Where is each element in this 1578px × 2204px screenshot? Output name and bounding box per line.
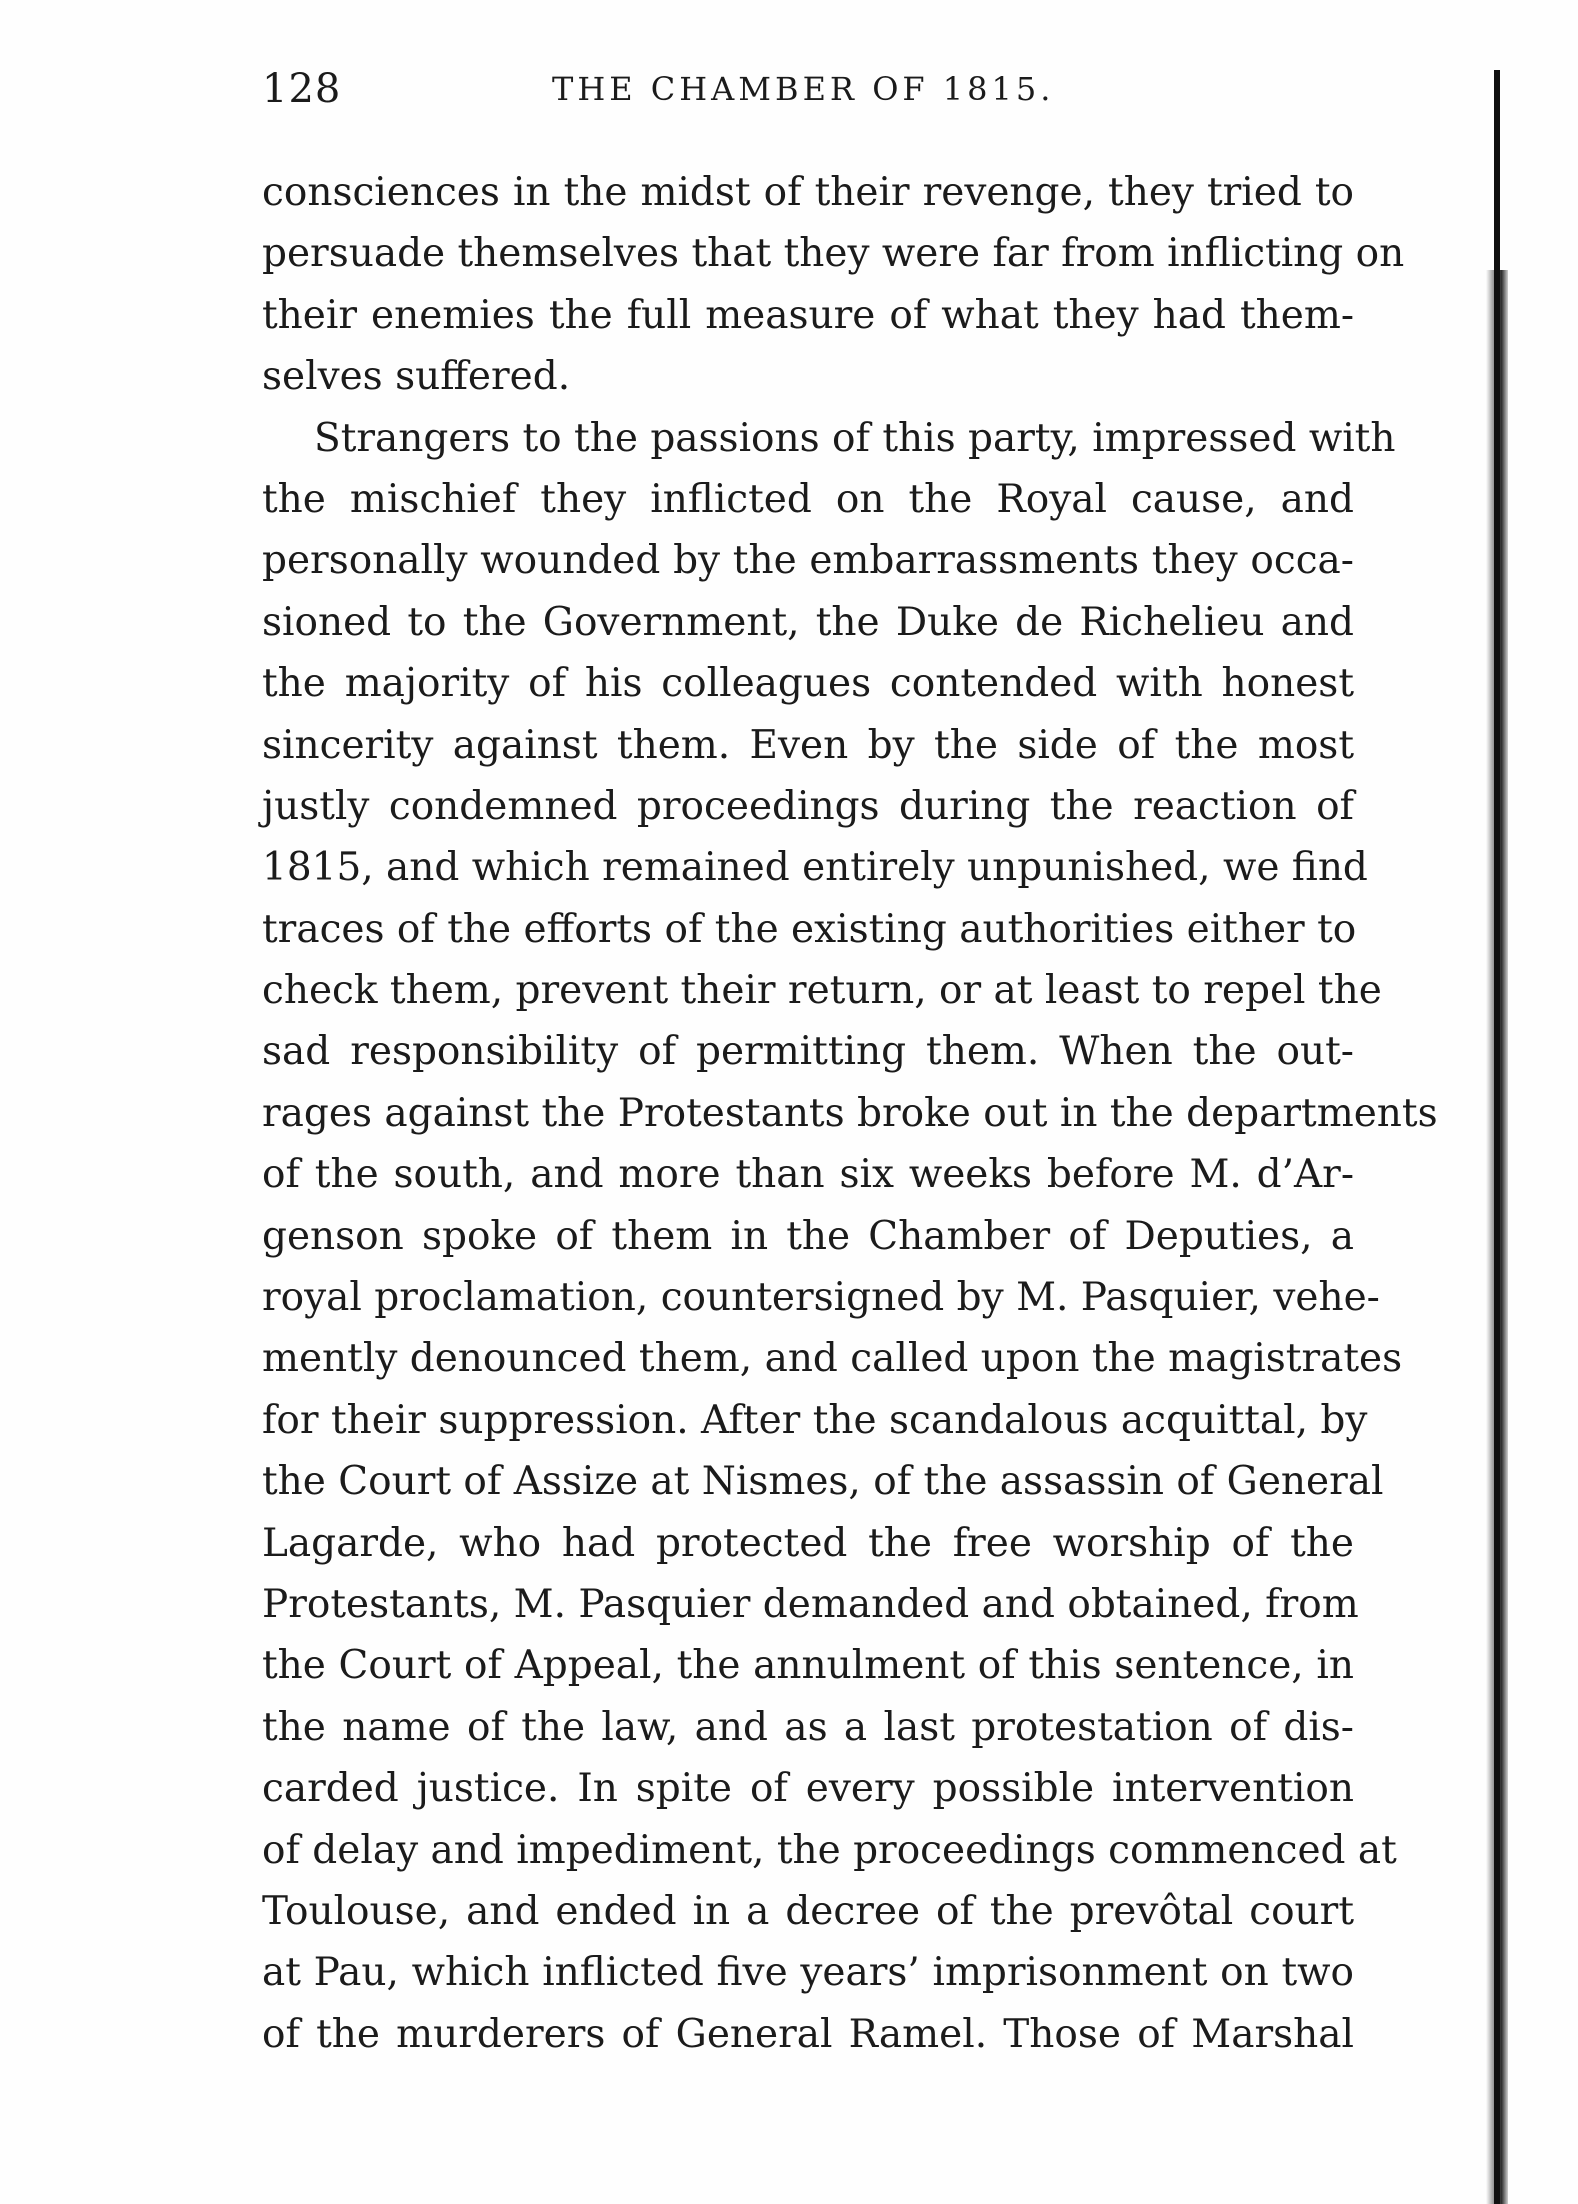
text-line: sad responsibility of permitting them. When the out- <box>262 1029 1354 1075</box>
text-line: consciences in the midst of their revenge, they tried to <box>262 170 1354 215</box>
text-line: Protestants, M. Pasquier demanded and obtained, from <box>262 1581 1359 1627</box>
binding-line <box>1494 70 1500 2204</box>
running-head <box>262 66 1362 126</box>
text-line: the name of the law, and as a last protestation of dis- <box>262 1704 1354 1750</box>
text-line: of the murderers of General Ramel. Those of Marshal <box>262 2011 1354 2057</box>
text-line: at Pau, which inflicted five years’ imprisonment on two <box>262 1950 1354 1996</box>
text-line: the majority of his colleagues contended with honest <box>262 661 1354 707</box>
text-line: Toulouse, and ended in a decree of the prevôtal court <box>262 1888 1354 1934</box>
text-line: of delay and impediment, the proceedings commenced at <box>262 1827 1397 1873</box>
text-line: justly condemned proceedings during the reaction of <box>262 783 1354 829</box>
text-line: rages against the Protestants broke out in the departments <box>262 1090 1438 1136</box>
text-line: sioned to the Government, the Duke de Richelieu and <box>262 599 1354 645</box>
page-number: 128 <box>262 66 342 112</box>
text-line: 1815, and which remained entirely unpunished, we find <box>262 845 1368 891</box>
body-text <box>262 162 1438 2065</box>
text-line: sincerity against them. Even by the side of the most <box>262 722 1354 768</box>
text-line: carded justice. In spite of every possible intervention <box>262 1766 1354 1812</box>
text-line: Lagarde, who had protected the free worship of the <box>262 1520 1354 1566</box>
text-line: personally wounded by the embarrassments they occa- <box>262 538 1354 584</box>
text-line: mently denounced them, and called upon the magistrates <box>262 1336 1403 1382</box>
text-line: persuade themselves that they were far from inflicting on <box>262 231 1405 277</box>
text-line: their enemies the full measure of what they had them- <box>262 292 1354 338</box>
paragraph-first-line: Strangers to the passions of this party, impressed with <box>314 415 1396 461</box>
page-binding-edge <box>1486 70 1508 2204</box>
text-line: genson spoke of them in the Chamber of Deputies, a <box>262 1213 1354 1259</box>
text-line: the Court of Assize at Nismes, of the assassin of General <box>262 1459 1384 1505</box>
text-line: the Court of Appeal, the annulment of this sentence, in <box>262 1643 1354 1689</box>
text-line: for their suppression. After the scandalous acquittal, by <box>262 1397 1368 1443</box>
running-title: THE CHAMBER OF 1815. <box>552 70 1055 108</box>
text-line: the mischief they inflicted on the Royal cause, and <box>262 476 1354 522</box>
text-line: check them, prevent their return, or at least to repel the <box>262 968 1382 1014</box>
text-line: of the south, and more than six weeks before M. d’Ar- <box>262 1152 1354 1198</box>
text-line: traces of the efforts of the existing authorities either to <box>262 906 1357 952</box>
text-line: royal proclamation, countersigned by M. Pasquier, vehe- <box>262 1275 1380 1321</box>
text-line: selves suffered. <box>262 354 571 400</box>
